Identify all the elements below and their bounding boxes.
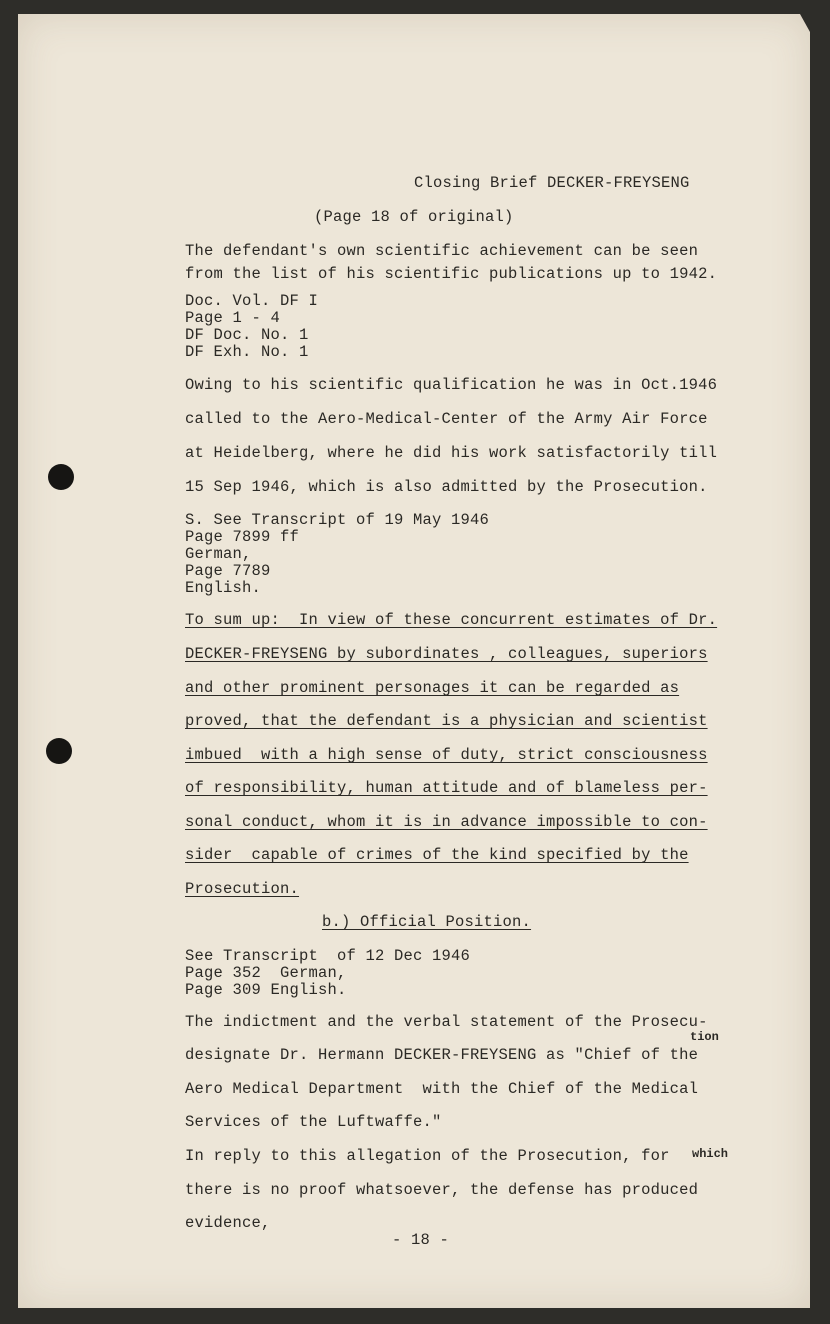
reference-line: S. See Transcript of 19 May 1946 (185, 511, 490, 529)
summary-line: proved, that the defendant is a physician and scientist (185, 712, 708, 730)
paragraph-line: from the list of his scientific publications up to 1942. (185, 265, 718, 283)
page-number: - 18 - (392, 1231, 450, 1249)
reference-line: Page 352 German, (185, 964, 347, 982)
summary-line: and other prominent personages it can be regarded as (185, 679, 680, 697)
handwritten-insert: tion (690, 1030, 719, 1044)
reference-line: DF Exh. No. 1 (185, 343, 309, 361)
paragraph-line: Aero Medical Department with the Chief of the Medical (185, 1080, 699, 1098)
original-page-reference: (Page 18 of original) (314, 208, 514, 226)
reference-line: DF Doc. No. 1 (185, 326, 309, 344)
reference-line: Page 309 English. (185, 981, 347, 999)
paragraph-line: at Heidelberg, where he did his work satisfactorily till (185, 444, 718, 462)
summary-line: of responsibility, human attitude and of blameless per- (185, 779, 708, 797)
reference-line: Page 1 - 4 (185, 309, 281, 327)
reference-line: See Transcript of 12 Dec 1946 (185, 947, 471, 965)
paragraph-line: Services of the Luftwaffe." (185, 1113, 442, 1131)
paragraph-line: Owing to his scientific qualification he was in Oct.1946 (185, 376, 718, 394)
reference-line: Page 7899 ff (185, 528, 300, 546)
summary-line: DECKER-FREYSENG by subordinates , colleagues, superiors (185, 645, 708, 663)
section-heading: b.) Official Position. (322, 913, 532, 931)
punch-hole-upper (48, 464, 74, 490)
paragraph-line: The defendant's own scientific achievement can be seen (185, 242, 699, 260)
folded-corner (800, 14, 810, 32)
summary-line: sider capable of crimes of the kind specified by the (185, 846, 689, 864)
reference-line: Doc. Vol. DF I (185, 292, 319, 310)
reference-line: German, (185, 545, 252, 563)
paragraph-line: evidence, (185, 1214, 271, 1232)
punch-hole-lower (46, 738, 72, 764)
reference-line: Page 7789 (185, 562, 271, 580)
paragraph-line: In reply to this allegation of the Prosecution, for (185, 1147, 670, 1165)
paragraph-line: The indictment and the verbal statement of the Prosecu- (185, 1013, 708, 1031)
summary-line: sonal conduct, whom it is in advance impossible to con- (185, 813, 708, 831)
typed-insert: which (692, 1147, 729, 1161)
paragraph-line: 15 Sep 1946, which is also admitted by the Prosecution. (185, 478, 708, 496)
summary-line: Prosecution. (185, 880, 300, 898)
paragraph-line: called to the Aero-Medical-Center of the Army Air Force (185, 410, 708, 428)
reference-line: English. (185, 579, 262, 597)
document-title: Closing Brief DECKER-FREYSENG (414, 174, 690, 192)
summary-line: imbued with a high sense of duty, strict consciousness (185, 746, 708, 764)
paragraph-line: designate Dr. Hermann DECKER-FREYSENG as "Chief of the (185, 1046, 699, 1064)
summary-line: To sum up: In view of these concurrent estimates of Dr. (185, 611, 718, 629)
paragraph-line: there is no proof whatsoever, the defense has produced (185, 1181, 699, 1199)
